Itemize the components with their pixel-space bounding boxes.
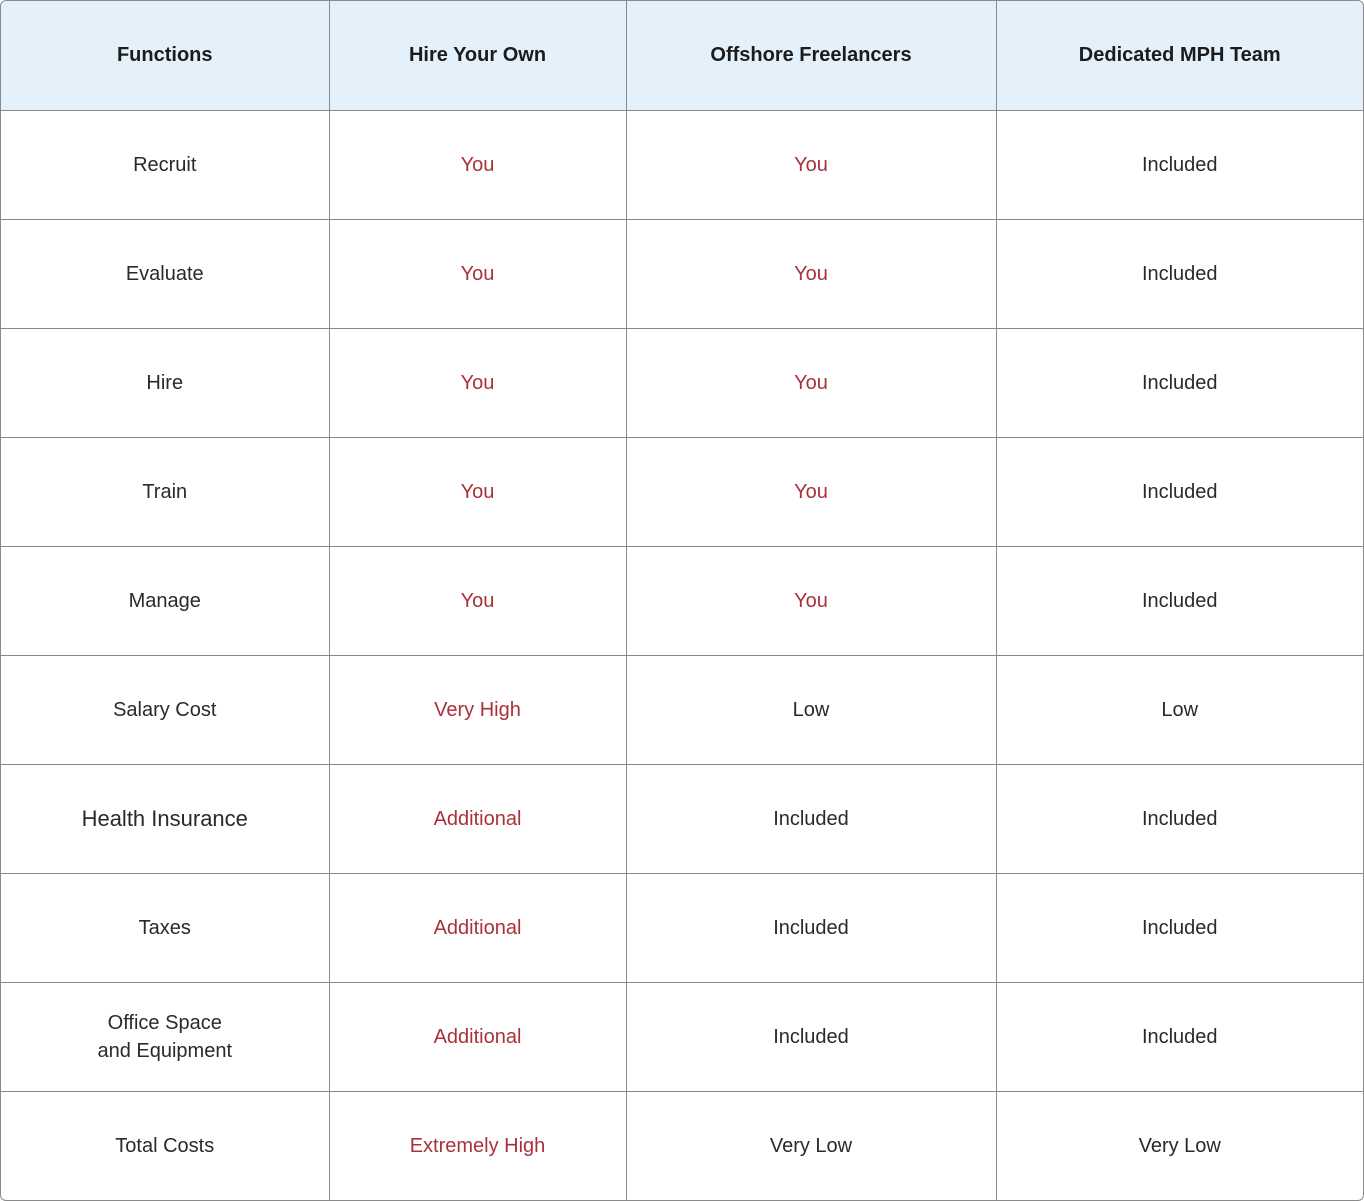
offshore-cell: Very Low: [626, 1091, 996, 1200]
function-cell: [1, 764, 329, 873]
mph-cell: Included: [996, 328, 1363, 437]
mph-cell: Included: [996, 219, 1363, 328]
function-cell: [1, 219, 329, 328]
mph-cell: Included: [996, 764, 1363, 873]
offshore-cell: Low: [626, 655, 996, 764]
function-cell: [1, 982, 329, 1091]
table-row: [1, 110, 1363, 219]
mph-cell: Very Low: [996, 1091, 1363, 1200]
hire-your-own-cell: You: [329, 437, 626, 546]
offshore-cell: You: [626, 437, 996, 546]
header-offshore-freelancers: Offshore Freelancers: [626, 1, 996, 110]
hire-your-own-cell: Additional: [329, 764, 626, 873]
mph-cell: Low: [996, 655, 1363, 764]
table-row: [1, 764, 1363, 873]
table-row: [1, 873, 1363, 982]
mph-cell: Included: [996, 110, 1363, 219]
function-cell: [1, 873, 329, 982]
table-row: [1, 546, 1363, 655]
function-cell: [1, 1091, 329, 1200]
offshore-cell: You: [626, 546, 996, 655]
header-dedicated-mph-team: Dedicated MPH Team: [996, 1, 1363, 110]
offshore-cell: Included: [626, 873, 996, 982]
table-row: [1, 219, 1363, 328]
header-row: [1, 1, 1363, 110]
mph-cell: Included: [996, 982, 1363, 1091]
hire-your-own-cell: Very High: [329, 655, 626, 764]
function-cell: [1, 437, 329, 546]
function-label: Taxes: [138, 916, 191, 939]
function-cell: [1, 546, 329, 655]
function-label: Recruit: [133, 153, 197, 176]
hire-your-own-cell: Extremely High: [329, 1091, 626, 1200]
function-cell: [1, 328, 329, 437]
function-label: Total Costs: [115, 1134, 215, 1157]
table-row: [1, 437, 1363, 546]
hire-your-own-cell: You: [329, 546, 626, 655]
hire-your-own-cell: Additional: [329, 873, 626, 982]
hire-your-own-cell: You: [329, 328, 626, 437]
offshore-cell: You: [626, 219, 996, 328]
function-cell: [1, 655, 329, 764]
function-label: Hire: [146, 371, 184, 394]
hire-your-own-cell: Additional: [329, 982, 626, 1091]
mph-cell: Included: [996, 437, 1363, 546]
mph-cell: Included: [996, 546, 1363, 655]
table-row: [1, 655, 1363, 764]
table-row: [1, 1091, 1363, 1200]
table-row: [1, 982, 1363, 1091]
function-label: Manage: [128, 589, 201, 612]
header-hire-your-own: Hire Your Own: [329, 1, 626, 110]
function-label: Office Space and Equipment: [97, 1011, 233, 1062]
hire-your-own-cell: You: [329, 110, 626, 219]
table-row: [1, 328, 1363, 437]
function-label: Salary Cost: [113, 698, 217, 721]
header-functions: Functions: [1, 1, 329, 110]
function-cell: [1, 110, 329, 219]
function-label: Train: [142, 480, 188, 503]
function-label: Health Insurance: [81, 805, 248, 831]
offshore-cell: You: [626, 110, 996, 219]
offshore-cell: You: [626, 328, 996, 437]
comparison-grid: [1, 1, 1363, 1200]
offshore-cell: Included: [626, 982, 996, 1091]
hire-your-own-cell: You: [329, 219, 626, 328]
mph-cell: Included: [996, 873, 1363, 982]
offshore-cell: Included: [626, 764, 996, 873]
function-label: Evaluate: [125, 262, 204, 285]
